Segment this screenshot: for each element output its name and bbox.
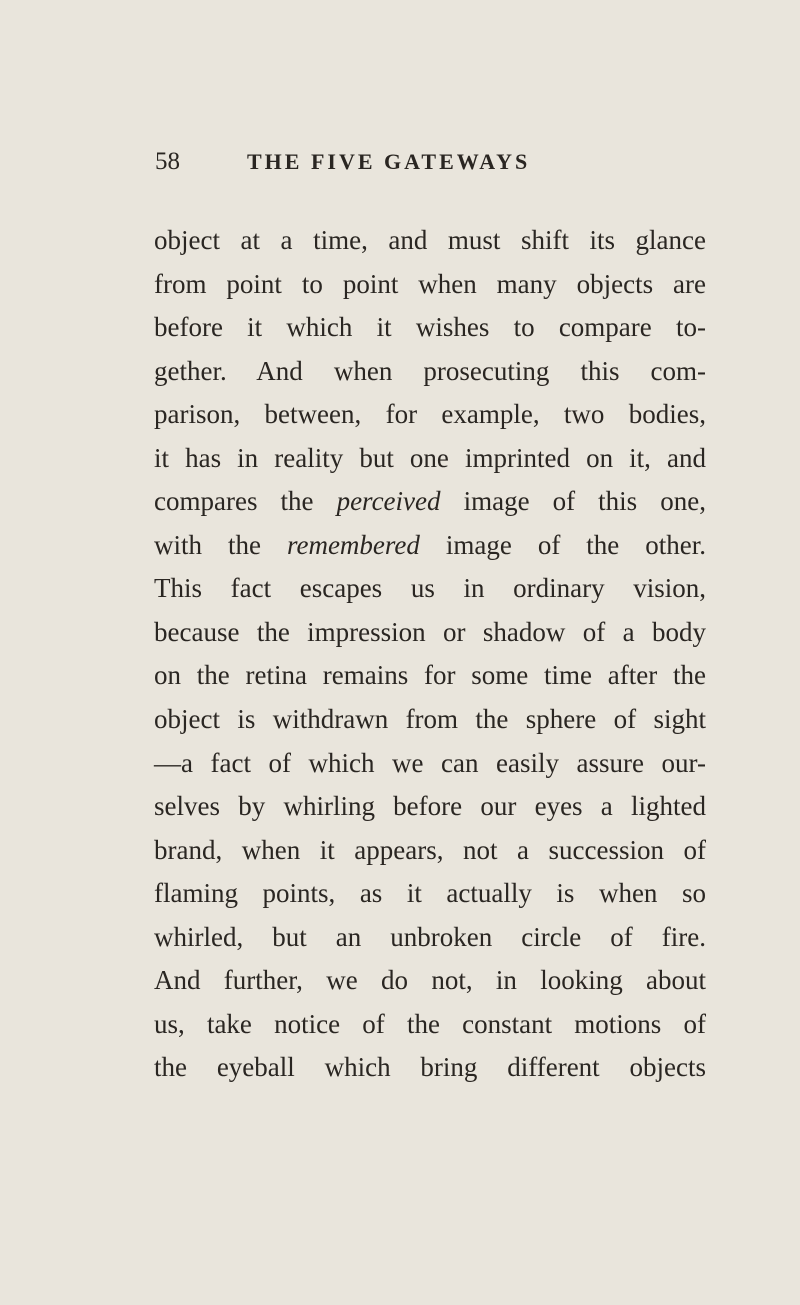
- text-line: object at a time, and must shift its glance: [154, 225, 706, 255]
- italic-word: remembered: [286, 529, 420, 560]
- text-run: with the: [154, 529, 287, 560]
- text-line: gether. And when prosecuting this com-: [154, 355, 706, 386]
- text-line: [154, 524, 706, 568]
- text-line: object is withdrawn from the sphere of sight: [154, 704, 706, 735]
- text-line: on the retina remains for some time after the: [154, 660, 706, 691]
- text-line: parison, between, for example, two bodies,: [154, 399, 706, 430]
- text-line: whirled, but an unbroken circle of fire.: [154, 921, 706, 952]
- page-number: 58: [155, 148, 180, 175]
- text-run: image of the other.: [419, 529, 706, 560]
- text-line: flaming points, as it actually is when so: [154, 878, 706, 909]
- page-header: [155, 147, 735, 177]
- text-run: image of this one,: [440, 486, 706, 517]
- text-line: brand, when it appears, not a succession of: [154, 834, 706, 865]
- text-run: compares the: [154, 486, 337, 517]
- body-text: [154, 219, 706, 1090]
- text-line: [154, 480, 706, 524]
- running-title: THE FIVE GATEWAYS: [247, 149, 531, 174]
- italic-word: perceived: [336, 486, 441, 517]
- text-line: us, take notice of the constant motions of: [154, 1008, 706, 1039]
- text-line: This fact escapes us in ordinary vision,: [154, 573, 706, 604]
- text-line: And further, we do not, in looking about: [154, 965, 706, 996]
- text-line: before it which it wishes to compare to-: [154, 312, 706, 343]
- text-line: it has in reality but one imprinted on it, and: [154, 442, 706, 473]
- text-line: the eyeball which bring different objects: [154, 1052, 706, 1083]
- text-line: because the impression or shadow of a body: [154, 616, 706, 647]
- text-line: from point to point when many objects are: [154, 268, 706, 299]
- text-line: selves by whirling before our eyes a lighted: [154, 791, 706, 822]
- text-line: —a fact of which we can easily assure our-: [154, 747, 706, 778]
